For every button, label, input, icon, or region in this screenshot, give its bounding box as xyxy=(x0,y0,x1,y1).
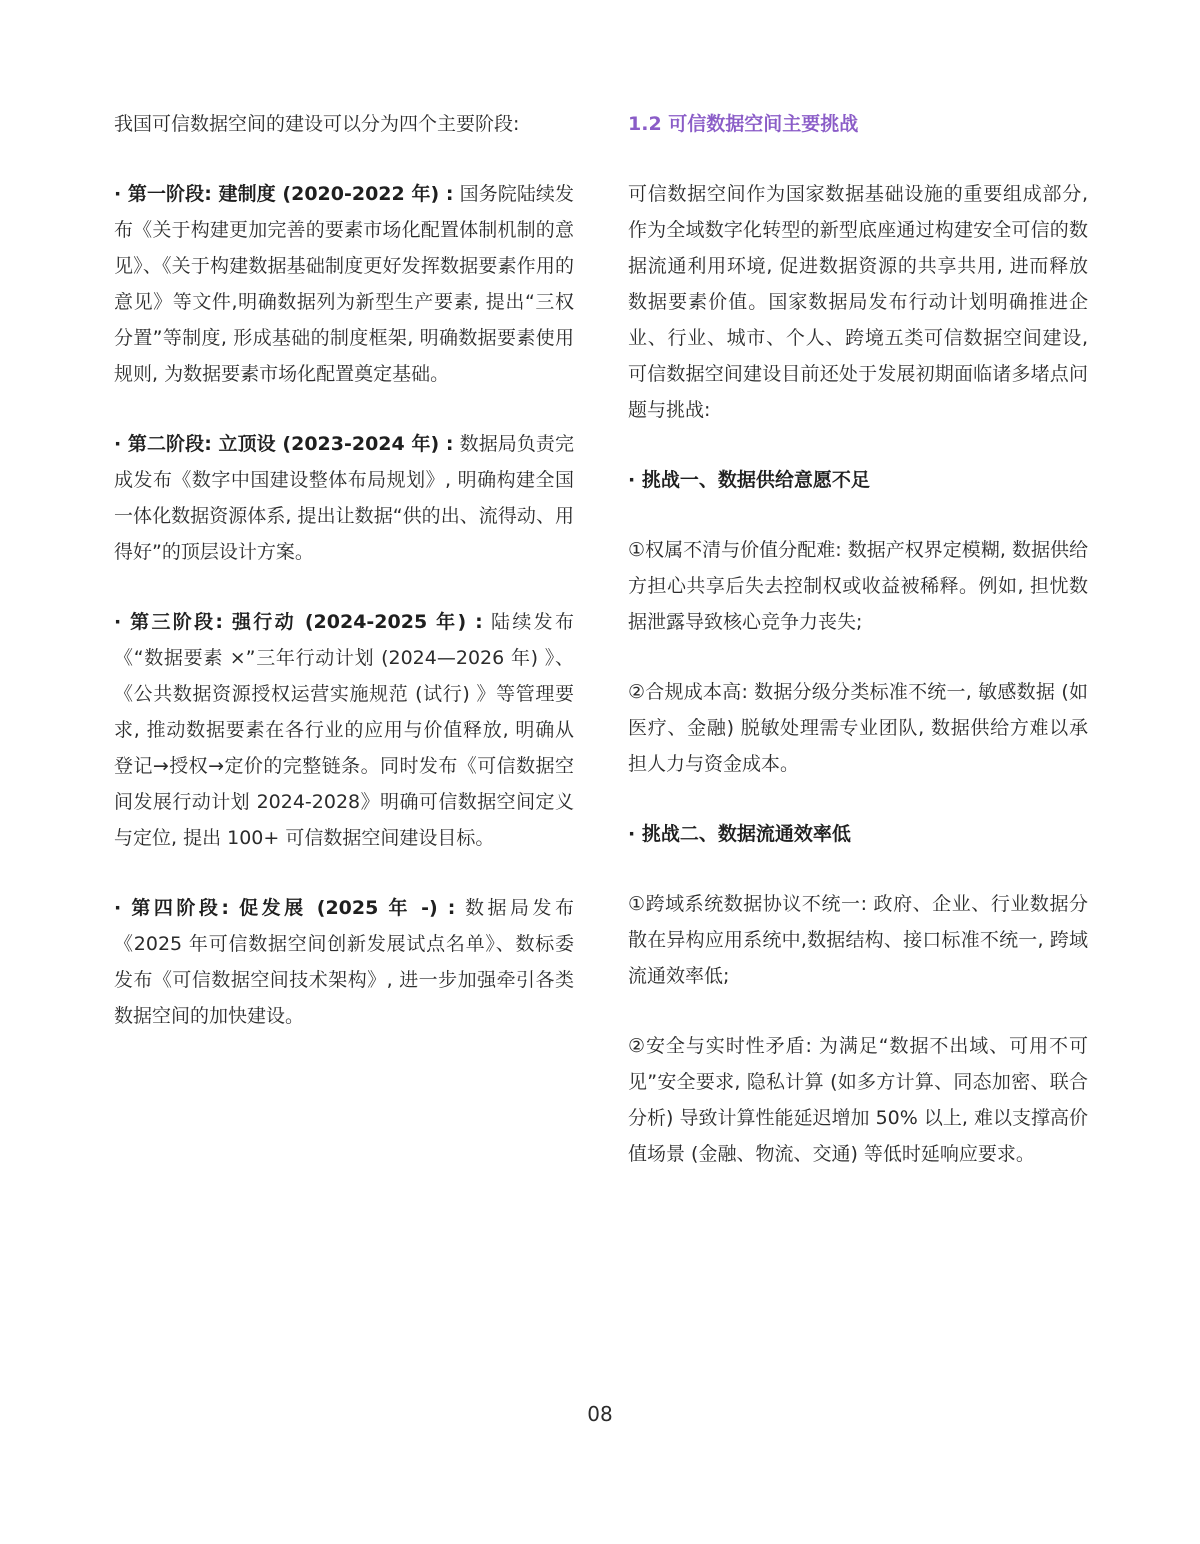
stage-1-paragraph xyxy=(114,176,574,392)
challenge-1-item-1-title: ①权属不清与价值分配难: xyxy=(628,539,842,561)
stages-intro: 我国可信数据空间的建设可以分为四个主要阶段: xyxy=(114,113,520,135)
stage-2-body: 数据局负责完成发布《数字中国建设整体布局规划》, 明确构建全国一体化数据资源体系, 提出让数据“供的出、流得动、用得好”的顶层设计方案。 xyxy=(114,433,574,563)
challenges-intro: 可信数据空间作为国家数据基础设施的重要组成部分, 作为全域数字化转型的新型底座通过构建安全可信的数据流通利用环境, 促进数据资源的共享共用, 进而释放数据要素价值。国家数据局发布行动计划明确推进企业、行业、城市、个人、跨境五类可信数据空间建设, 可信数据空间建设目前还处于发展初期面临诸多堵点问题与挑战: xyxy=(628,183,1088,421)
stage-2-title: · 第二阶段: 立顶设 (2023-2024 年) : xyxy=(114,433,454,455)
section-heading: 1.2 可信数据空间主要挑战 xyxy=(628,113,859,135)
challenge-2-item-2-title: ②安全与实时性矛盾: xyxy=(628,1035,812,1057)
challenge-2-item-1 xyxy=(628,886,1088,994)
right-column xyxy=(628,106,1088,1206)
challenge-1-item-2-title: ②合规成本高: xyxy=(628,681,748,703)
challenge-2-title: · 挑战二、数据流通效率低 xyxy=(628,823,851,845)
stage-1-title: · 第一阶段: 建制度 (2020-2022 年) : xyxy=(114,183,454,205)
left-column xyxy=(114,106,574,1068)
challenge-1-title: · 挑战一、数据供给意愿不足 xyxy=(628,469,870,491)
stage-4-paragraph xyxy=(114,890,574,1034)
challenge-1-item-2 xyxy=(628,674,1088,782)
page-number: 08 xyxy=(587,1402,613,1426)
challenge-2-item-2 xyxy=(628,1028,1088,1172)
challenge-2-item-1-body: 政府、企业、行业数据分散在异构应用系统中,数据结构、接口标准不统一, 跨域流通效率低; xyxy=(628,893,1088,987)
stage-3-body: 陆续发布《“数据要素 ×”三年行动计划 (2024—2026 年) 》、《公共数据资源授权运营实施规范 (试行) 》等管理要求, 推动数据要素在各行业的应用与价值释放, 明确从登记→授权→定价的完整链条。同时发布《可信数据空间发展行动计划 2024-2028》明确可信数据空间定义与定位, 提出 100+ 可信数据空间建设目标。 xyxy=(114,611,574,849)
challenge-2-item-2-body: 为满足“数据不出域、可用不可见”安全要求, 隐私计算 (如多方计算、同态加密、联合分析) 导致计算性能延迟增加 50% 以上, 难以支撑高价值场景 (金融、物流、交通) 等低时延响应要求。 xyxy=(628,1035,1088,1165)
challenge-1-item-2-body: 数据分级分类标准不统一, 敏感数据 (如医疗、金融) 脱敏处理需专业团队, 数据供给方难以承担人力与资金成本。 xyxy=(628,681,1088,775)
stage-3-paragraph xyxy=(114,604,574,856)
challenge-1-item-1 xyxy=(628,532,1088,640)
stage-4-body: 数据局发布《2025 年可信数据空间创新发展试点名单》、数标委发布《可信数据空间技术架构》, 进一步加强牵引各类数据空间的加快建设。 xyxy=(114,897,574,1027)
stage-1-body: 国务院陆续发布《关于构建更加完善的要素市场化配置体制机制的意见》、《关于构建数据基础制度更好发挥数据要素作用的意见》等文件,明确数据列为新型生产要素, 提出“三权分置”等制度, 形成基础的制度框架, 明确数据要素使用规则, 为数据要素市场化配置奠定基础。 xyxy=(114,183,574,385)
stage-4-title: · 第四阶段: 促发展 (2025 年 -) : xyxy=(114,897,456,919)
stage-3-title: · 第三阶段: 强行动 (2024-2025 年) : xyxy=(114,611,483,633)
challenge-2-item-1-title: ①跨域系统数据协议不统一: xyxy=(628,893,867,915)
stage-2-paragraph xyxy=(114,426,574,570)
challenge-1-item-1-body: 数据产权界定模糊, 数据供给方担心共享后失去控制权或收益被稀释。例如, 担忧数据泄露导致核心竞争力丧失; xyxy=(628,539,1088,633)
